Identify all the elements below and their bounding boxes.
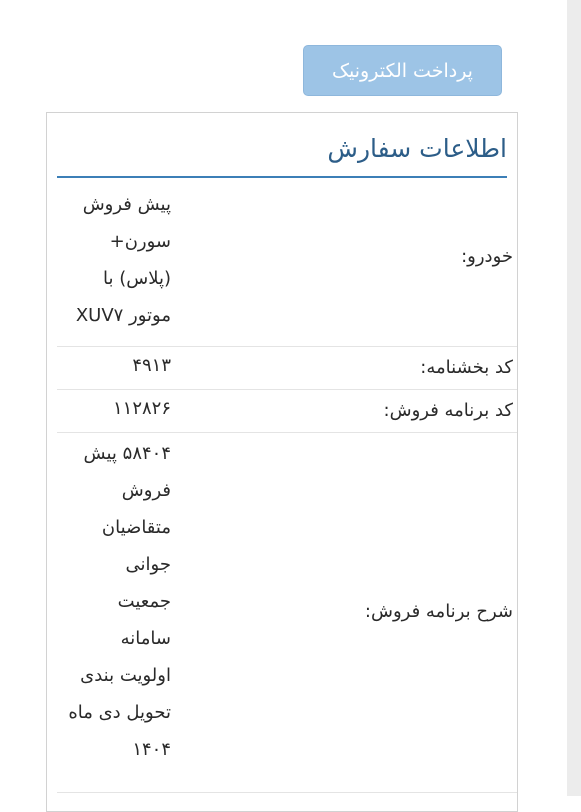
order-row-car	[57, 176, 517, 347]
sales-program-description-value: ۵۸۴۰۴ پیش فروش متقاضیان جوانی جمعیت سامانه اولویت بندی تحویل دی ماه ۱۴۰۴	[68, 443, 171, 760]
car-value: پیش فروش سورن+ (پلاس) با موتور XUV۷	[75, 194, 171, 326]
order-info-panel	[46, 112, 518, 812]
circular-code-label: کد بخشنامه:	[420, 357, 513, 378]
order-row-circular-code	[57, 347, 517, 390]
car-label: خودرو:	[461, 246, 513, 267]
sales-program-code-value: ۱۱۲۸۲۶	[112, 398, 171, 419]
vertical-scrollbar[interactable]	[567, 0, 581, 796]
circular-code-value: ۴۹۱۳	[132, 355, 171, 376]
order-info-title: اطلاعات سفارش	[327, 134, 507, 163]
order-row-sales-program-description	[57, 433, 517, 793]
electronic-payment-button[interactable]: پرداخت الکترونیک	[303, 45, 502, 96]
sales-program-code-label: کد برنامه فروش:	[383, 400, 513, 421]
order-row-sales-program-code	[57, 390, 517, 433]
sales-program-description-label: شرح برنامه فروش:	[364, 601, 513, 622]
